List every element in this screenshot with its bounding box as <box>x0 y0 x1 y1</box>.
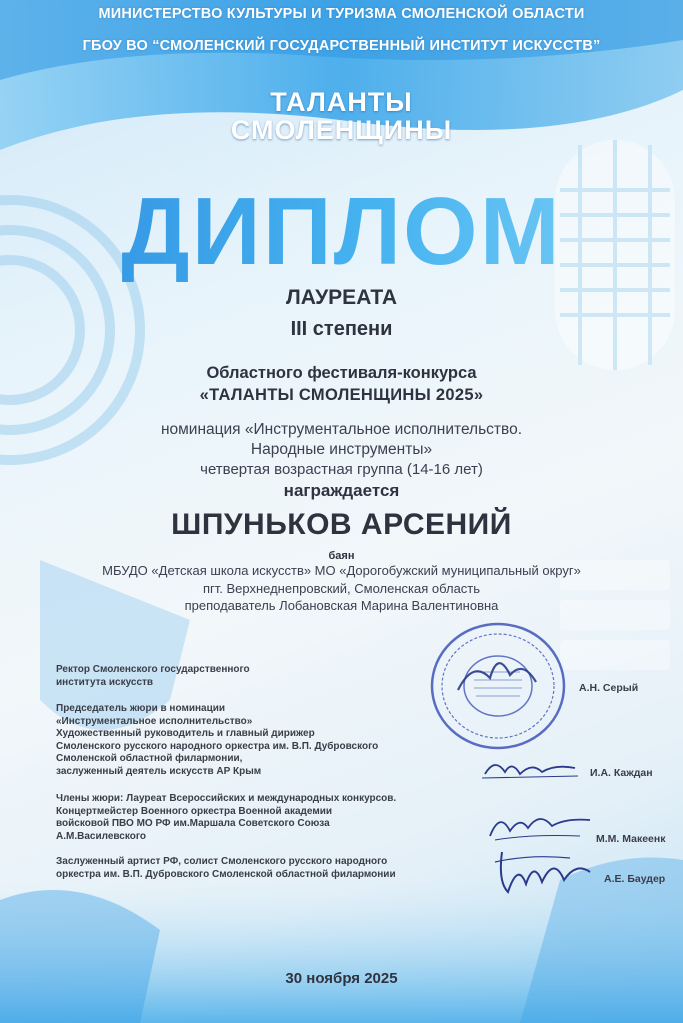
chair-title-line: Смоленского русского народного оркестра им. В.П. Дубровского <box>56 740 379 752</box>
jury1-title-line: А.М.Василевского <box>56 830 146 842</box>
institute-line: ГБОУ ВО “СМОЛЕНСКИЙ ГОСУДАРСТВЕННЫЙ ИНСТИТУТ ИСКУССТВ” <box>82 38 601 54</box>
jury1-name: М.М. Макеенк <box>596 833 666 845</box>
jury2-title-line: оркестра им. В.П. Дубровского Смоленской областной филармонии <box>56 868 396 880</box>
festival-brand-line1: ТАЛАНТЫ <box>270 87 413 117</box>
chair-title-line: Смоленской областной филармонии, <box>56 753 243 764</box>
jury2-signature <box>490 842 610 900</box>
laureate-label: ЛАУРЕАТА <box>286 286 397 309</box>
instrument: баян <box>328 550 355 562</box>
nomination-line1: номинация «Инструментальное исполнительство. <box>160 421 523 438</box>
jury1-title-line: войсковой ПВО МО РФ им.Маршала Советского Союза <box>56 818 330 829</box>
jury1-title <box>56 793 396 843</box>
jury2-title-line: Заслуженный артист РФ, солист Смоленского русского народного <box>56 856 388 867</box>
chair-name: И.А. Каждан <box>590 767 653 779</box>
nomination-line2: Народные инструменты» <box>250 441 433 458</box>
jury2-name: А.Е. Баудер <box>604 873 666 885</box>
school-line: МБУДО «Детская школа искусств» МО «Дорогобужский муниципальный округ» <box>102 563 581 578</box>
rector-title-line: института искусств <box>56 676 154 688</box>
jury1-signature <box>480 806 600 846</box>
chair-title-line: «Инструментальное исполнительство» <box>56 715 253 727</box>
jury2-title <box>56 856 396 881</box>
festival-name-line1: Областного фестиваля-конкурса <box>206 364 477 382</box>
place-line: пгт. Верхнеднепровский, Смоленская область <box>202 581 481 596</box>
age-group: четвертая возрастная группа (14-16 лет) <box>200 461 483 478</box>
degree-label: III степени <box>290 318 393 340</box>
official-stamp <box>428 620 568 752</box>
teacher-line: преподаватель Лобановская Марина Валентиновна <box>184 598 499 613</box>
chair-title <box>56 703 378 778</box>
award-date: 30 ноября 2025 <box>285 970 398 987</box>
chair-signature <box>480 752 580 782</box>
festival-name-line2: «ТАЛАНТЫ СМОЛЕНЩИНЫ 2025» <box>199 386 484 404</box>
ministry-line: МИНИСТЕРСТВО КУЛЬТУРЫ И ТУРИЗМА СМОЛЕНСКОЙ ОБЛАСТИ <box>98 6 585 22</box>
chair-title-line: Художественный руководитель и главный дирижер <box>56 728 315 739</box>
jury1-title-line: Члены жюри: Лауреат Всероссийских и международных конкурсов. <box>56 793 397 804</box>
awarded-label: награждается <box>283 481 400 500</box>
diploma-title: ДИПЛОМ <box>0 182 683 282</box>
rector-title <box>56 664 250 689</box>
chair-title-line: Председатель жюри в номинации <box>56 703 226 714</box>
jury1-title-line: Концертмейстер Военного оркестра Военной академии <box>56 805 333 817</box>
rector-name: А.Н. Серый <box>579 682 639 694</box>
festival-brand-line2: СМОЛЕНЩИНЫ <box>230 115 453 145</box>
recipient-name: ШПУНЬКОВ АРСЕНИЙ <box>171 508 512 541</box>
rector-title-line: Ректор Смоленского государственного <box>56 664 250 675</box>
chair-title-line: заслуженный деятель искусств АР Крым <box>56 765 262 777</box>
